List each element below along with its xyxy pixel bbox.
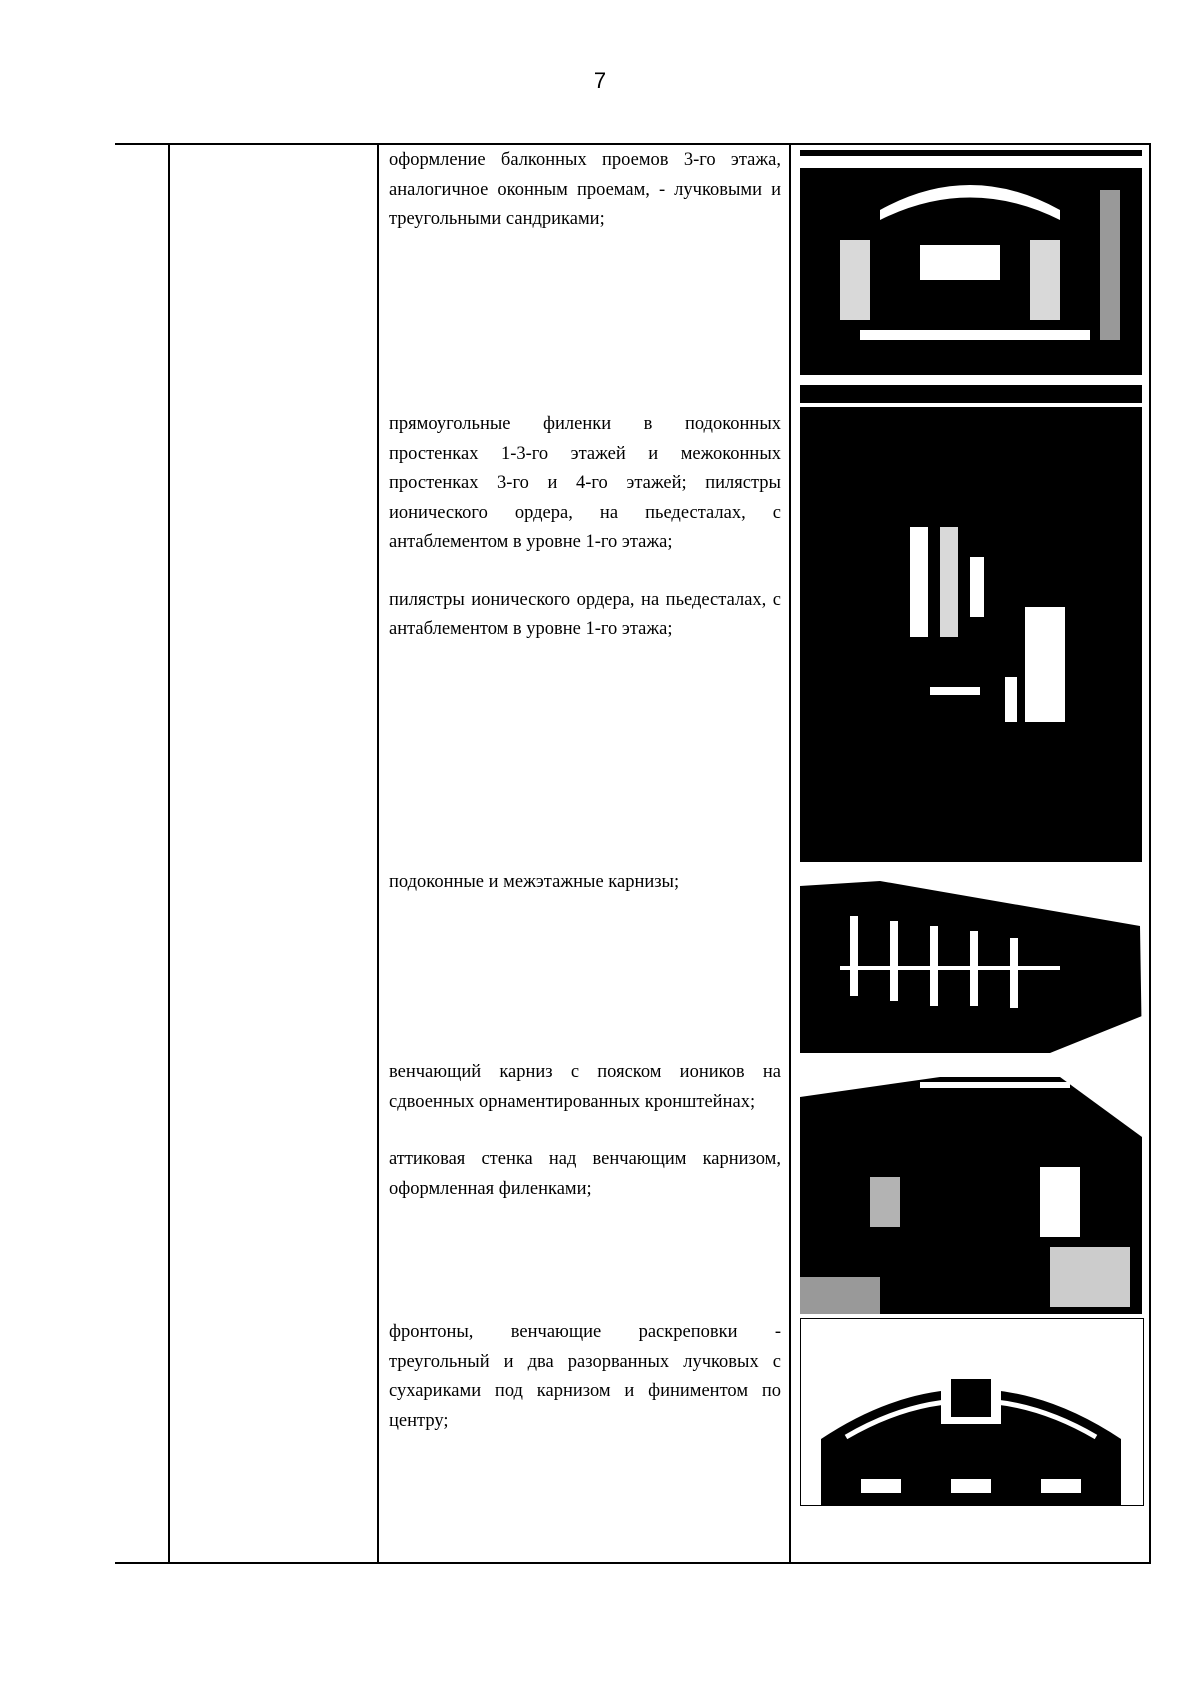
row-description	[389, 1318, 781, 1464]
facade-photo-cornices	[800, 866, 1142, 1053]
description-paragraph: фронтоны, венчающие раскреповки - треугольный и два разорванных лучковых с сухариками под карнизом и финиментом по центру;	[389, 1322, 781, 1431]
description-paragraph: прямоугольные филенки в подоконных простенках 1-3-го этажей и межоконных простенках 3-го и 4-го этажей; пилястры ионического ордера, на пьедесталах, с антаблементом в уровне 1-го этажа;	[389, 414, 781, 552]
table-column-divider-3	[789, 143, 791, 1564]
row-description	[389, 410, 781, 673]
description-paragraph: аттиковая стенка над венчающим карнизом, оформленная филенками;	[389, 1149, 781, 1199]
facade-photo-balcony	[800, 150, 1142, 403]
table-top-border	[115, 143, 1151, 145]
table-right-border	[1149, 143, 1151, 1564]
table-column-divider-1	[168, 143, 170, 1564]
facade-photo-pediment	[800, 1318, 1144, 1506]
facade-photo-crowning-cornice	[800, 1057, 1142, 1314]
table-bottom-border	[115, 1562, 1151, 1564]
table-column-divider-2	[377, 143, 379, 1564]
page-number: 7	[593, 68, 607, 93]
description-paragraph: подоконные и межэтажные карнизы;	[389, 872, 680, 892]
description-paragraph: пилястры ионического ордера, на пьедесталах, с антаблементом в уровне 1-го этажа;	[389, 589, 781, 639]
row-description	[389, 146, 781, 263]
description-paragraph: оформление балконных проемов 3-го этажа, аналогичное оконным проемам, - лучковыми и треугольными сандриками;	[389, 150, 781, 229]
description-paragraph: венчающий карниз с пояском иоников на сдвоенных орнаментированных кронштейнах;	[389, 1062, 781, 1112]
row-description	[389, 1058, 781, 1232]
row-description	[389, 868, 781, 926]
facade-photo-pilasters	[800, 407, 1142, 862]
